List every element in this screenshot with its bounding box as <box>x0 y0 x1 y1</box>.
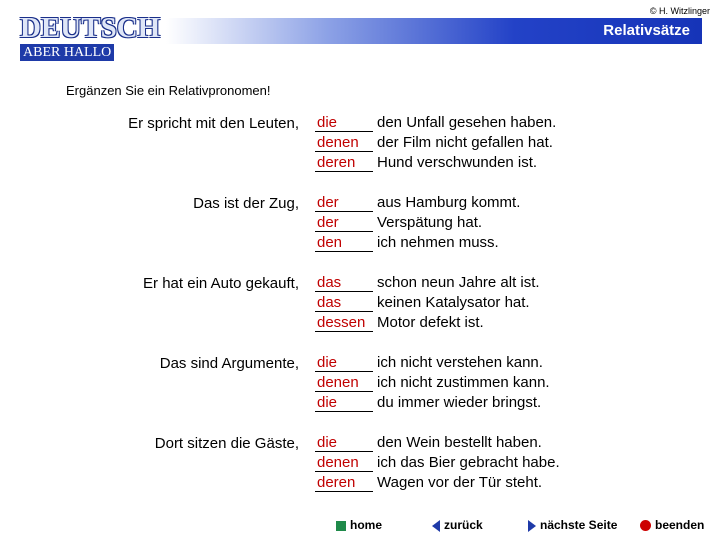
answer-blank[interactable]: den <box>315 235 373 252</box>
exercise-line <box>315 273 540 293</box>
exercise-line <box>315 153 537 173</box>
sentence-rest: ich nicht zustimmen kann. <box>377 374 550 391</box>
sentence-rest: Motor defekt ist. <box>377 314 484 331</box>
exercise-line <box>315 373 550 393</box>
exercise-line <box>315 393 541 413</box>
exercise-group <box>0 115 720 175</box>
exercise-line <box>315 313 484 333</box>
title-bar <box>166 18 702 44</box>
triangle-left-icon <box>432 520 440 532</box>
sentence-rest: keinen Katalysator hat. <box>377 294 530 311</box>
answer-blank[interactable]: dessen <box>315 315 373 332</box>
next-label: nächste Seite <box>540 518 618 532</box>
sentence-rest: den Unfall gesehen haben. <box>377 114 557 131</box>
sentence-rest: ich das Bier gebracht habe. <box>377 454 560 471</box>
sentence-rest: Wagen vor der Tür steht. <box>377 474 543 491</box>
instruction-text: Ergänzen Sie ein Relativpronomen! <box>66 83 271 98</box>
answer-blank[interactable]: denen <box>315 135 373 152</box>
answer-blank[interactable]: der <box>315 195 373 212</box>
sentence-lead: Er hat ein Auto gekauft, <box>143 275 299 292</box>
sentence-rest: du immer wieder bringst. <box>377 394 542 411</box>
exercise-line <box>315 133 553 153</box>
answer-blank[interactable]: deren <box>315 475 373 492</box>
answer-blank[interactable]: denen <box>315 375 373 392</box>
sentence-rest: den Wein bestellt haben. <box>377 434 542 451</box>
answer-blank[interactable]: die <box>315 355 373 372</box>
logo-subtitle: ABER HALLO <box>20 44 114 61</box>
sentence-rest: schon neun Jahre alt ist. <box>377 274 540 291</box>
exercise-group <box>0 195 720 255</box>
answer-blank[interactable]: der <box>315 215 373 232</box>
answer-blank[interactable]: die <box>315 115 373 132</box>
exercise-group <box>0 355 720 415</box>
page-title: Relativsätze <box>603 22 690 39</box>
answer-blank[interactable]: die <box>315 395 373 412</box>
logo <box>20 14 170 61</box>
sentence-rest: aus Hamburg kommt. <box>377 194 521 211</box>
quit-label: beenden <box>655 518 705 532</box>
exercise-line <box>315 433 542 453</box>
sentence-rest: ich nehmen muss. <box>377 234 499 251</box>
sentence-rest: der Film nicht gefallen hat. <box>377 134 553 151</box>
answer-blank[interactable]: denen <box>315 455 373 472</box>
logo-title: DEUTSCH <box>20 12 161 44</box>
exercise-line <box>315 473 542 493</box>
sentence-rest: Verspätung hat. <box>377 214 483 231</box>
back-label: zurück <box>444 518 483 532</box>
sentence-lead: Das sind Argumente, <box>159 355 299 372</box>
sentence-rest: Hund verschwunden ist. <box>377 154 538 171</box>
answer-blank[interactable]: deren <box>315 155 373 172</box>
copyright-text: © H. Witzlinger <box>649 6 710 16</box>
exercise-line <box>315 353 543 373</box>
home-label: home <box>350 518 383 532</box>
exercise-group <box>0 275 720 335</box>
answer-blank[interactable]: die <box>315 435 373 452</box>
exercise-line <box>315 453 560 473</box>
exercise-group <box>0 435 720 495</box>
exercise-line <box>315 193 520 213</box>
next-page-button[interactable] <box>528 516 617 534</box>
exercise-line <box>315 113 556 133</box>
circle-icon <box>640 520 651 531</box>
exercise-line <box>315 213 482 233</box>
sentence-lead: Er spricht mit den Leuten, <box>128 115 299 132</box>
triangle-right-icon <box>528 520 536 532</box>
sentence-lead: Das ist der Zug, <box>193 195 299 212</box>
back-button[interactable] <box>432 516 483 534</box>
answer-blank[interactable]: das <box>315 275 373 292</box>
answer-blank[interactable]: das <box>315 295 373 312</box>
home-button[interactable] <box>336 516 382 534</box>
exercise-line <box>315 233 499 253</box>
sentence-rest: ich nicht verstehen kann. <box>377 354 543 371</box>
square-icon <box>336 521 346 531</box>
quit-button[interactable] <box>640 516 704 534</box>
exercise-line <box>315 293 530 313</box>
sentence-lead: Dort sitzen die Gäste, <box>154 435 299 452</box>
